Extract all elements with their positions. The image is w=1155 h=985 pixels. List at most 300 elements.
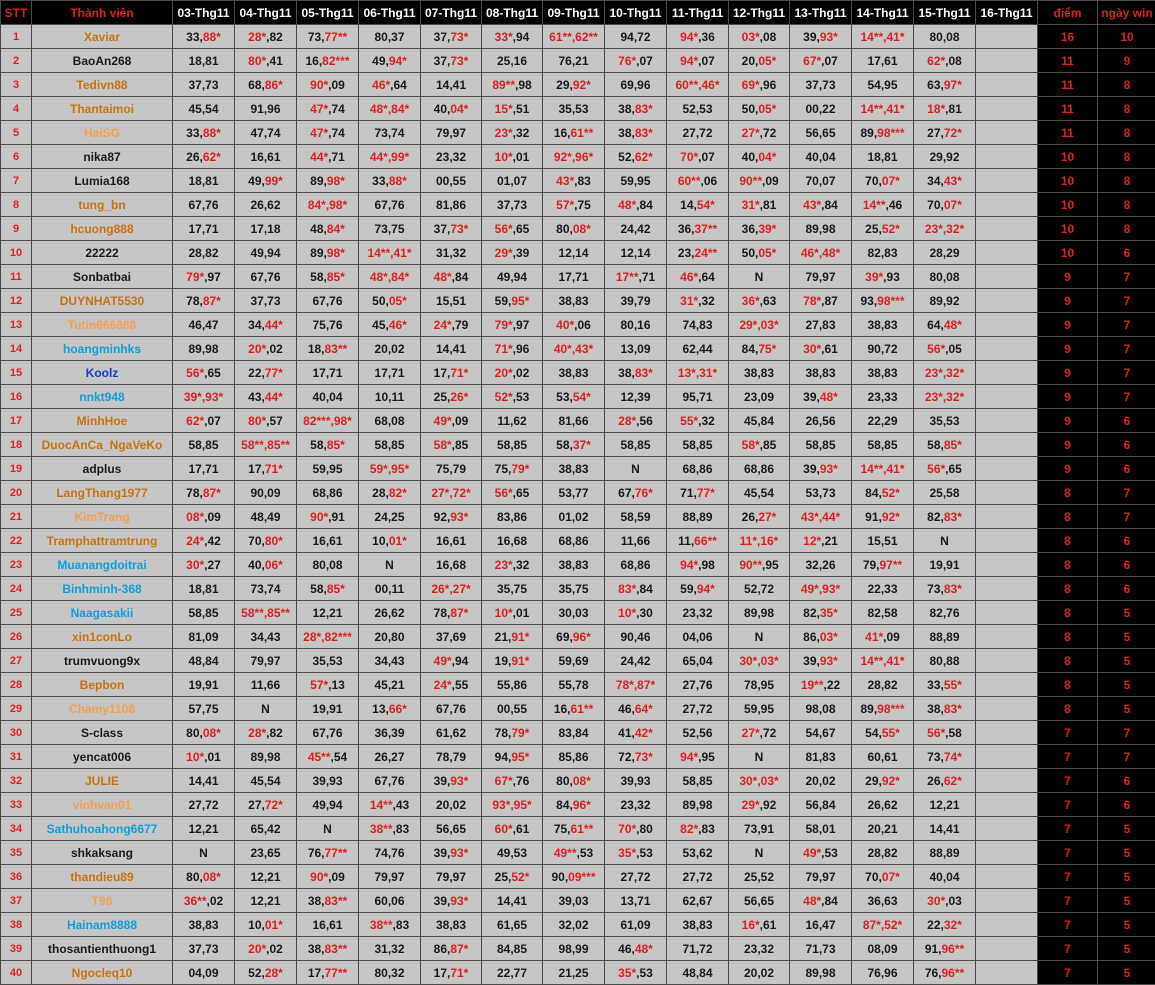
cell-part: ,09 (762, 173, 779, 188)
day-cell (790, 481, 852, 505)
day-cell (359, 337, 421, 361)
day-cell (482, 265, 543, 289)
cell-part: 25,16 (496, 53, 528, 68)
row-number: 14 (1, 337, 32, 361)
cell-part: 01* (264, 917, 283, 932)
cell-part: ,92 (759, 797, 777, 812)
cell-part: 80,08 (312, 557, 343, 572)
cell-part: 27,83 (805, 317, 836, 332)
cell-part: 96* (572, 797, 591, 812)
cell-part: 10, (248, 917, 265, 932)
cell-part: 23* (494, 125, 513, 140)
member-name: Naagasakii (32, 601, 173, 625)
row-number: 29 (1, 697, 32, 721)
win-days-cell: 9 (1098, 49, 1155, 73)
day-cell (297, 337, 359, 361)
cell-part: 26, (741, 509, 759, 524)
cell-part: 49* (433, 653, 452, 668)
cell-part: 71,73 (805, 941, 836, 956)
day-cell (421, 721, 482, 745)
cell-part: 46* (680, 269, 699, 284)
day-cell (667, 649, 729, 673)
cell-part: N (754, 749, 764, 764)
cell-part: 30* (927, 893, 946, 908)
cell-part: 12,21 (929, 797, 960, 812)
cell-part: 16,68 (496, 533, 528, 548)
day-cell (359, 25, 421, 49)
cell-part: 15,51 (435, 293, 467, 308)
cell-part: 12,39 (620, 389, 651, 404)
score-cell: 7 (1038, 769, 1098, 793)
day-cell (359, 745, 421, 769)
cell-part: 24* (433, 677, 452, 692)
cell-part: 12,21 (188, 821, 219, 836)
day-cell (790, 553, 852, 577)
day-cell (667, 937, 729, 961)
cell-part: 92* (881, 773, 900, 788)
cell-part: 68,08 (374, 413, 405, 428)
cell-part: 14,41 (435, 341, 467, 356)
cell-part: 49*,93* (800, 581, 841, 596)
day-header: 13-Thg11 (790, 1, 852, 25)
cell-part: 19,91 (188, 677, 219, 692)
row-number: 5 (1, 121, 32, 145)
score-cell: 7 (1038, 913, 1098, 937)
day-cell (914, 721, 976, 745)
cell-part: 76* (618, 53, 637, 68)
day-cell (235, 697, 297, 721)
day-cell (729, 865, 790, 889)
day-cell (482, 817, 543, 841)
cell-part: 40, (433, 101, 451, 116)
day-cell (421, 313, 482, 337)
cell-part: 00,55 (496, 701, 528, 716)
cell-part: 16,61 (250, 149, 281, 164)
cell-part: ,32 (512, 125, 530, 140)
day-cell (667, 721, 729, 745)
cell-part: 28* (248, 725, 267, 740)
day-cell (173, 793, 235, 817)
cell-part: 14,41 (188, 773, 219, 788)
day-cell (852, 313, 914, 337)
table-row (1, 457, 1155, 481)
day-cell (852, 217, 914, 241)
score-cell: 9 (1038, 385, 1098, 409)
cell-part: 94* (680, 29, 699, 44)
cell-part: ,07 (204, 413, 221, 428)
day-cell (976, 25, 1038, 49)
cell-part: ,65 (945, 461, 962, 476)
day-cell (173, 481, 235, 505)
win-days-cell: 8 (1098, 193, 1155, 217)
cell-part: 38,83 (805, 365, 836, 380)
day-cell (605, 769, 667, 793)
cell-part: 83* (634, 125, 653, 140)
cell-part: 52* (511, 869, 530, 884)
row-number: 39 (1, 937, 32, 961)
day-cell (235, 73, 297, 97)
day-cell (359, 169, 421, 193)
cell-part: 35,75 (496, 581, 528, 596)
cell-part: 93* (819, 653, 838, 668)
cell-part: N (385, 557, 394, 572)
cell-part: 28,82 (867, 677, 898, 692)
cell-part: 20,02 (374, 341, 405, 356)
day-cell (914, 25, 976, 49)
cell-part: 89,98 (805, 221, 836, 236)
cell-part: ,32 (698, 413, 715, 428)
day-cell (605, 553, 667, 577)
cell-part: ,84 (636, 581, 653, 596)
day-cell (482, 241, 543, 265)
row-number: 26 (1, 625, 32, 649)
day-cell (297, 745, 359, 769)
cell-part: 60**,46* (675, 77, 720, 92)
cell-part: 77** (324, 965, 348, 980)
row-number: 1 (1, 25, 32, 49)
member-name: Bepbon (32, 673, 173, 697)
day-cell (852, 745, 914, 769)
day-cell (667, 793, 729, 817)
cell-part: 06* (264, 557, 283, 572)
cell-part: ,85 (759, 437, 777, 452)
day-cell (359, 313, 421, 337)
cell-part: 48* (943, 317, 962, 332)
cell-part: 56* (494, 485, 513, 500)
cell-part: 39, (803, 389, 820, 404)
day-cell (482, 745, 543, 769)
day-cell (914, 673, 976, 697)
day-cell (359, 289, 421, 313)
cell-part: 41* (865, 629, 884, 644)
day-cell (790, 649, 852, 673)
cell-part: ,65 (512, 221, 530, 236)
day-cell (235, 889, 297, 913)
row-number: 23 (1, 553, 32, 577)
day-cell (235, 937, 297, 961)
cell-part: ,71 (638, 269, 656, 284)
day-cell (482, 697, 543, 721)
cell-part: N (754, 845, 764, 860)
row-number: 28 (1, 673, 32, 697)
day-cell (729, 97, 790, 121)
cell-part: 95,71 (682, 389, 713, 404)
day-cell (729, 49, 790, 73)
day-cell (421, 289, 482, 313)
day-cell (605, 361, 667, 385)
day-cell (667, 145, 729, 169)
day-cell (359, 601, 421, 625)
stt-header: STT (1, 1, 32, 25)
cell-part: 89, (860, 125, 878, 140)
day-cell (790, 313, 852, 337)
day-cell (482, 793, 543, 817)
cell-part: 54,95 (867, 77, 898, 92)
day-cell (359, 145, 421, 169)
day-cell (976, 265, 1038, 289)
cell-part: 38,83 (867, 365, 898, 380)
day-header: 16-Thg11 (976, 1, 1038, 25)
day-cell (729, 169, 790, 193)
cell-part: 83* (943, 509, 962, 524)
win-days-cell: 7 (1098, 265, 1155, 289)
day-cell (976, 721, 1038, 745)
cell-part: ,32 (512, 557, 530, 572)
cell-part: ,42 (204, 533, 221, 548)
cell-part: 45,54 (188, 101, 219, 116)
cell-part: 88,89 (682, 509, 713, 524)
day-cell (914, 577, 976, 601)
day-cell (914, 289, 976, 313)
win-days-cell: 5 (1098, 889, 1155, 913)
win-days-cell: 5 (1098, 817, 1155, 841)
cell-part: 45,54 (743, 485, 775, 500)
cell-part: 75* (758, 341, 777, 356)
day-cell (543, 289, 605, 313)
cell-part: ,95 (762, 557, 779, 572)
day-cell (543, 217, 605, 241)
row-number: 2 (1, 49, 32, 73)
cell-part: 01,07 (496, 173, 528, 188)
cell-part: 01,02 (558, 509, 589, 524)
cell-part: 49,94 (250, 245, 281, 260)
day-cell (482, 169, 543, 193)
cell-part: ,43 (392, 797, 410, 812)
day-cell (297, 169, 359, 193)
cell-part: 69,96 (620, 77, 651, 92)
cell-part: 11,66 (250, 677, 281, 692)
day-cell (667, 913, 729, 937)
score-cell: 10 (1038, 217, 1098, 241)
day-cell (421, 97, 482, 121)
day-cell (667, 577, 729, 601)
cell-part: 25, (865, 221, 882, 236)
cell-part: N (754, 269, 764, 284)
day-cell (543, 529, 605, 553)
day-cell (667, 337, 729, 361)
day-cell (852, 241, 914, 265)
cell-part: 85* (326, 437, 345, 452)
day-cell (605, 913, 667, 937)
cell-part: 23*,32* (924, 221, 965, 236)
cell-part: 59, (494, 293, 512, 308)
member-name: DuocAnCa_NgaVeKo (32, 433, 173, 457)
day-cell (421, 385, 482, 409)
header-row (1, 1, 1155, 25)
table-row (1, 745, 1155, 769)
day-cell (914, 97, 976, 121)
table-row (1, 793, 1155, 817)
day-cell (173, 25, 235, 49)
cell-part: 28,82 (867, 845, 898, 860)
cell-part: 67,76 (312, 293, 343, 308)
day-cell (297, 73, 359, 97)
day-cell (297, 601, 359, 625)
cell-part: 60,61 (867, 749, 898, 764)
day-cell (297, 385, 359, 409)
day-cell (421, 337, 482, 361)
day-cell (543, 793, 605, 817)
day-cell (235, 673, 297, 697)
cell-part: 44* (310, 149, 329, 164)
cell-part: 82, (803, 605, 820, 620)
day-cell (173, 913, 235, 937)
cell-part: 39,03 (558, 893, 589, 908)
cell-part: 70, (865, 173, 882, 188)
member-name: hoangminhks (32, 337, 173, 361)
cell-part: ,02 (266, 341, 283, 356)
score-cell: 7 (1038, 937, 1098, 961)
member-name: yencat006 (32, 745, 173, 769)
day-cell (605, 745, 667, 769)
cell-part: 81,09 (188, 629, 219, 644)
member-name: Koolz (32, 361, 173, 385)
day-cell (667, 433, 729, 457)
day-cell (976, 937, 1038, 961)
cell-part: 71, (680, 485, 697, 500)
cell-part: 88,89 (929, 629, 960, 644)
cell-part: 98* (326, 173, 345, 188)
row-number: 27 (1, 649, 32, 673)
row-number: 6 (1, 145, 32, 169)
cell-part: 79* (186, 269, 205, 284)
cell-part: 76,96 (867, 965, 898, 980)
row-number: 8 (1, 193, 32, 217)
day-cell (790, 169, 852, 193)
cell-part: 92* (572, 77, 591, 92)
day-cell (976, 337, 1038, 361)
score-cell: 11 (1038, 49, 1098, 73)
day-cell (790, 601, 852, 625)
day-cell (421, 913, 482, 937)
cell-part: 70, (865, 869, 882, 884)
cell-part: 83,84 (558, 725, 589, 740)
day-cell (729, 361, 790, 385)
cell-part: 26,62 (867, 797, 898, 812)
day-cell (482, 865, 543, 889)
day-cell (790, 265, 852, 289)
cell-part: 62* (943, 773, 962, 788)
cell-part: 14**,41* (860, 653, 905, 668)
row-number: 11 (1, 265, 32, 289)
day-cell (421, 25, 482, 49)
day-cell (790, 817, 852, 841)
cell-part: 13,71 (620, 893, 651, 908)
member-name: KimTrang (32, 505, 173, 529)
cell-part: 62* (186, 413, 205, 428)
cell-part: 67, (618, 485, 635, 500)
cell-part: 38,83 (558, 293, 589, 308)
cell-part: 79* (511, 461, 530, 476)
day-cell (852, 673, 914, 697)
cell-part: ,36 (698, 29, 715, 44)
day-cell (790, 337, 852, 361)
cell-part: 38, (927, 701, 944, 716)
cell-part: 67,76 (188, 197, 219, 212)
cell-part: 61,62 (435, 725, 467, 740)
cell-part: 68,86 (558, 533, 589, 548)
day-cell (852, 193, 914, 217)
cell-part: 70, (927, 197, 944, 212)
win-days-cell: 8 (1098, 169, 1155, 193)
day-cell (729, 625, 790, 649)
day-cell (605, 481, 667, 505)
cell-part: 39, (803, 653, 820, 668)
day-cell (297, 97, 359, 121)
cell-part: 04,09 (188, 965, 219, 980)
cell-part: ,71 (328, 149, 345, 164)
row-number: 33 (1, 793, 32, 817)
day-cell (173, 337, 235, 361)
day-cell (482, 193, 543, 217)
cell-part: 17, (248, 461, 265, 476)
cell-part: 29*,03* (739, 317, 779, 332)
cell-part: 52,72 (743, 581, 775, 596)
score-cell: 9 (1038, 433, 1098, 457)
day-cell (482, 673, 543, 697)
cell-part: ,72 (759, 125, 777, 140)
cell-part: N (754, 629, 764, 644)
cell-part: 37, (433, 221, 451, 236)
day-cell (605, 217, 667, 241)
cell-part: ,61 (512, 821, 530, 836)
cell-part: 73, (927, 749, 944, 764)
day-cell (667, 409, 729, 433)
member-name: Sathuhoahong6677 (32, 817, 173, 841)
cell-part: 93*,95* (492, 797, 532, 812)
day-cell (235, 241, 297, 265)
cell-part: 26,27 (374, 749, 405, 764)
cell-part: 58**,85** (241, 605, 290, 620)
cell-part: 37** (694, 221, 718, 236)
cell-part: 49** (553, 845, 577, 860)
cell-part: 39, (803, 461, 820, 476)
cell-part: 40*,43* (553, 341, 594, 356)
day-cell (482, 409, 543, 433)
day-cell (976, 841, 1038, 865)
day-cell (359, 793, 421, 817)
cell-part: 88,89 (929, 845, 960, 860)
row-number: 31 (1, 745, 32, 769)
day-cell (605, 697, 667, 721)
day-cell (790, 745, 852, 769)
cell-part: 67,76 (374, 197, 405, 212)
day-cell (297, 505, 359, 529)
member-name: S-class (32, 721, 173, 745)
day-cell (605, 409, 667, 433)
day-cell (790, 97, 852, 121)
cell-part: ,63 (759, 293, 777, 308)
cell-part: 49, (248, 173, 265, 188)
cell-part: 27, (927, 125, 944, 140)
cell-part: 18, (307, 341, 325, 356)
cell-part: 67,76 (435, 701, 467, 716)
cell-part: ,09 (328, 77, 345, 92)
day-cell (729, 121, 790, 145)
cell-part: ,51 (512, 101, 530, 116)
day-header: 14-Thg11 (852, 1, 914, 25)
day-cell (852, 505, 914, 529)
cell-part: 79,97 (805, 269, 836, 284)
cell-part: 58**,85** (241, 437, 290, 452)
cell-part: 34, (927, 173, 944, 188)
table-row (1, 73, 1155, 97)
cell-part: 38, (307, 893, 325, 908)
member-name: JULIE (32, 769, 173, 793)
member-name: shkaksang (32, 841, 173, 865)
day-cell (976, 553, 1038, 577)
day-cell (297, 289, 359, 313)
